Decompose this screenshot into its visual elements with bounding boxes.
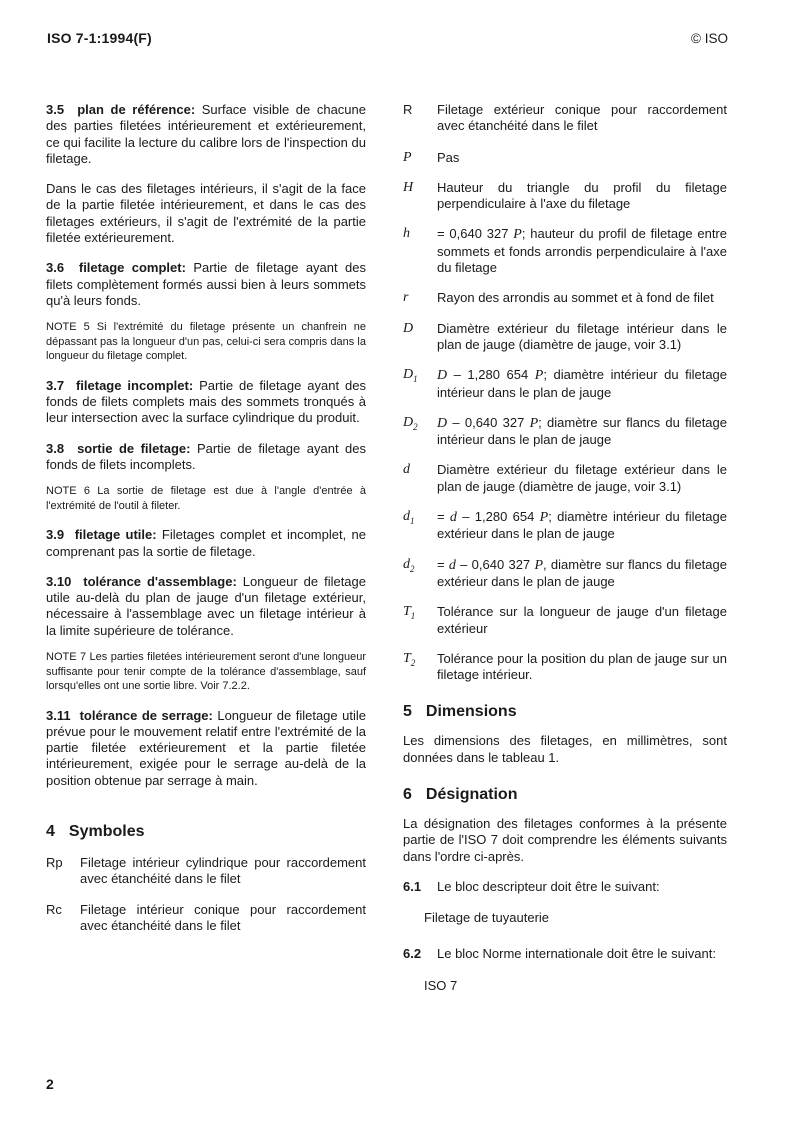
section-6-heading: 6 Désignation bbox=[403, 786, 518, 804]
symbol-rc: Rc Filetage intérieur conique pour raccordement avec étanchéité dans le filet bbox=[46, 901, 366, 933]
symbol-d1-lower: $d_1$ = d – 1,280 654 P; diamètre intérieur du filetage extérieur dans le plan de jauge bbox=[403, 509, 727, 542]
clause-3-8: 3.8 sortie de filetage: Partie de filetage ayant des fonds de filets incomplets. bbox=[46, 440, 366, 472]
section-6-text: La désignation des filetages conformes à la présente partie de l'ISO 7 doit comprendre les éléments suivants dans l'ordre ci-après. bbox=[403, 816, 727, 864]
symbol-h-lower: h = 0,640 327 P; hauteur du profil de filetage entre sommets et fonds arrondis perpendiculaire à l'axe du filetage bbox=[403, 226, 727, 276]
symbol-d2-upper: $D_2$ D – 0,640 327 P; diamètre sur flancs du filetage intérieur dans le plan de jauge bbox=[403, 414, 727, 448]
symbol-t1: $T_1$ Tolérance sur la longueur de jauge d'un filetage extérieur bbox=[403, 604, 727, 636]
symbol-d-upper: D Diamètre extérieur du filetage intérieur dans le plan de jauge (diamètre de jauge, voir 3.1) bbox=[403, 320, 727, 352]
symbol-d1-upper: $D_1$ D – 1,280 654 P; diamètre intérieur du filetage intérieur dans le plan de jauge bbox=[403, 367, 728, 400]
clause-3-10: 3.10 tolérance d'assemblage: Longueur de filetage utile au-delà du plan de jauge d'un filetage extérieur, nécessaire à l'assemblage avec un filetage intérieur à la limite supérieure de tolérance. bbox=[46, 573, 366, 638]
symbol-rp: Rp Filetage intérieur cylindrique pour raccordement avec étanchéité dans le filet bbox=[46, 855, 366, 887]
symbol-r-lower: r Rayon des arrondis au sommet et à fond de filet bbox=[403, 290, 714, 306]
section-4-heading: 4 Symboles bbox=[46, 823, 145, 841]
symbol-d-lower: d Diamètre extérieur du filetage extérieur dans le plan de jauge (diamètre de jauge, voir 3.1) bbox=[403, 462, 727, 494]
symbol-p: P Pas bbox=[403, 149, 460, 165]
note-6: NOTE 6 La sortie de filetage est due à l'angle d'entrée à l'extrémité de l'outil à fileter. bbox=[46, 485, 366, 512]
symbol-t2: $T_2$ Tolérance pour la position du plan de jauge sur un filetage intérieur. bbox=[403, 650, 727, 683]
clause-6-1-value: Filetage de tuyauterie bbox=[424, 910, 550, 926]
header-document-id: ISO 7-1:1994(F) bbox=[47, 30, 152, 46]
symbol-r: R Filetage extérieur conique pour raccordement avec étanchéité dans le filet bbox=[403, 102, 727, 134]
clause-3-5: 3.5 plan de référence: Surface visible de chacune des parties filetées intérieurement et extérieurement, ce qui facilite la lecture du calibre lors de l'inspection du filetage. bbox=[46, 102, 366, 166]
page-number: 2 bbox=[46, 1076, 54, 1092]
note-5: NOTE 5 Si l'extrémité du filetage présente un chanfrein ne dépassant pas la longueur d'un pas, celui-ci sera compris dans la longueur du filetage complet. bbox=[46, 321, 366, 363]
clause-3-9: 3.9 filetage utile: Filetages complet et incomplet, ne comprenant pas la sortie de filetage. bbox=[46, 527, 366, 559]
section-5-heading: 5 Dimensions bbox=[403, 703, 517, 721]
symbol-d2-lower: $d_2$ = d – 0,640 327 P, diamètre sur flancs du filetage extérieur dans le plan de jauge bbox=[403, 556, 727, 589]
clause-6-1: 6.1 Le bloc descripteur doit être le suivant: bbox=[403, 878, 660, 894]
section-5-text: Les dimensions des filetages, en millimètres, sont données dans le tableau 1. bbox=[403, 733, 727, 765]
note-7: NOTE 7 Les parties filetées intérieurement seront d'une longueur suffisante pour tenir compte de la tolérance d'assemblage, sauf lorsqu'elles ont une sortie libre. Voir 7.2.2. bbox=[46, 651, 366, 693]
clause-6-2: 6.2 Le bloc Norme internationale doit être le suivant: bbox=[403, 946, 716, 962]
clause-3-5-detail: Dans le cas des filetages intérieurs, il s'agit de la face de la partie filetée intérieurement, et dans le cas des filetages extérieurs, il s'agit de l'extrémité de la partie filetée extérieurement. bbox=[46, 181, 366, 246]
clause-6-2-value: ISO 7 bbox=[424, 977, 458, 993]
clause-3-7: 3.7 filetage incomplet: Partie de filetage ayant des fonds de filets complets mais des sommets tronqués à leur intersection avec la surface cylindrique du produit. bbox=[46, 377, 366, 426]
right-column bbox=[403, 102, 727, 993]
header-copyright: © ISO bbox=[691, 31, 728, 46]
left-column bbox=[46, 102, 366, 934]
clause-3-11: 3.11 tolérance de serrage: Longueur de filetage utile prévue pour le mouvement relatif entre l'extrémité de la partie filetée extérieurement et la partie filetée intérieurement, exigée pour le serrage au-delà de la position obtenue par serrage à main. bbox=[46, 707, 366, 788]
clause-3-6: 3.6 filetage complet: Partie de filetage ayant des filets complètement formés aussi bien à leurs sommets qu'à leurs fonds. bbox=[46, 260, 366, 308]
symbol-h-upper: H Hauteur du triangle du profil du filetage perpendiculaire à l'axe du filetage bbox=[403, 179, 727, 212]
